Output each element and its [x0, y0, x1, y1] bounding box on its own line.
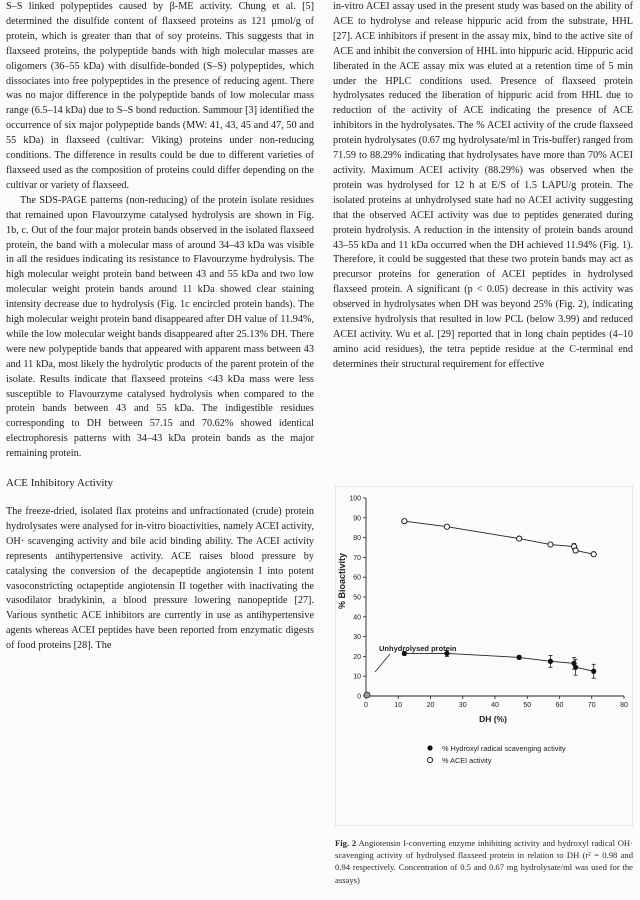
section-heading: ACE Inhibitory Activity — [6, 477, 113, 490]
y-tick-label: 10 — [353, 673, 361, 681]
x-tick-label: 80 — [620, 702, 628, 709]
right-column — [333, 0, 633, 373]
data-point-acei — [517, 536, 522, 541]
figure-2 — [335, 486, 633, 826]
caption-label: Fig. 2 — [335, 838, 357, 848]
y-tick-label: 40 — [353, 614, 361, 622]
data-point-acei — [591, 552, 596, 557]
data-point-acei — [573, 548, 578, 553]
left-column — [6, 0, 314, 654]
data-point-acei — [402, 519, 407, 524]
x-tick-label: 0 — [364, 702, 368, 709]
y-axis-label: % Bioactivity — [337, 552, 347, 610]
x-tick-label: 70 — [587, 702, 596, 709]
paragraph: S–S linked polypeptides caused by β-ME activity. Chung et al. [5] determined the disulfide content of flaxseed proteins as 121 µmol/g of protein, which is greater than that of soy proteins. This suggests that in flaxseed proteins, the polypeptide bands with high molecular masses are oligomers (36–55 kDa) with disulfide-bonded (S–S) polypeptides, which dissociates into free polypeptides in the presence of reducing agent. There was no major difference in the polypeptide bands of low molecular mass range (6.5–14 kDa) due to S–S bond reduction. Sammour [3] identified the occurrence of six major polypeptide bands (MW: 41, 43, 45 and 47, 50 and 55 kDa) in flaxseed (cultivar: Viking) proteins under non-reducing conditions. The difference in results could be due to different varieties of flaxseed used as the composition of proteins could differ depending on the cultivar or variety of flaxseed. — [6, 1, 314, 191]
x-axis-label: DH (%) — [479, 714, 507, 724]
y-tick-label: 90 — [353, 515, 361, 523]
data-point-hydroxyl — [591, 669, 596, 674]
data-point-acei — [444, 524, 449, 529]
figure-caption — [335, 837, 633, 886]
caption-text: Angiotensin I-converting enzyme inhibiting activity and hydroxyl radical OH· scavenging activity of hydrolysed flaxseed protein in relation to DH (r² = 0.98 and 0.94 respectively. Concentration of 0.5 and 0.67 mg hydrolysate/ml was used for the assays) — [335, 838, 633, 885]
paragraph: in-vitro ACEI assay used in the present study was based on the ability of ACE to hydrolyse and release hippuric acid from the substrate, HHL [27]. ACE inhibitors if present in the assay mix, bind to the active site of ACE and inhibit the conversion of HHL into hippuric acid. Hippuric acid liberated in the ACE assay mix was eluted at a retention time of 5 min under the HPLC conditions used. Presence of flaxseed protein hydrolysates reduced the liberation of hippuric acid from HHL due to reduction of the activity of ACE indicating the presence of ACE inhibitors in the hydrolysates. The % ACEI activity of the crude flaxseed protein hydrolysates (0.67 mg hydrolysate/ml in Tris-buffer) ranged from 71.59 to 88.29% indicating that hydrolysates have more than 70% ACEI activity. Maximum ACEI activity (88.29%) was observed when the protein was hydrolysed for 12 h at E/S of 1.5 LAPU/g protein. The isolated proteins at unhydrolysed state had no ACEI activity suggesting that the observed ACEI activity was due to peptides generated during protein hydrolysis. A reduction in the intensity of protein bands around 43–55 kDa and 11 kDa occurred when the DH achieved 11.94% (Fig. 1). Therefore, it could be suggested that these two protein bands may act as precursor proteins for generation of ACEI peptides in hydrolysed flaxseed protein. A significant (p < 0.05) decrease in this activity was observed in hydrolysates when DH was beyond 25% (Fig. 2), indicating extensive hydrolysis that resulted in low PCL (below 3.99) and reduced ACEI activity. Wu et al. [29] reported that in long chain peptides (4–10 amino acid residues), the tetra peptide residue at the C-terminal end determines their structural requirement for effective — [333, 1, 633, 370]
data-point-hydroxyl — [573, 665, 578, 670]
data-point-unhydrolysed — [364, 692, 370, 698]
legend-marker-hydroxyl — [427, 745, 432, 750]
x-tick-label: 40 — [491, 702, 499, 709]
y-tick-label: 60 — [353, 574, 361, 582]
y-tick-label: 30 — [353, 634, 361, 642]
legend-label-acei: % ACEI activity — [442, 756, 492, 765]
bioactivity-chart — [335, 486, 633, 826]
x-tick-label: 50 — [523, 702, 532, 709]
data-point-hydroxyl — [548, 659, 553, 664]
y-tick-label: 70 — [353, 554, 361, 562]
data-point-hydroxyl — [517, 655, 522, 660]
y-tick-label: 100 — [349, 495, 361, 503]
x-tick-label: 20 — [426, 702, 435, 709]
x-tick-label: 10 — [394, 702, 403, 709]
paragraph: The SDS-PAGE patterns (non-reducing) of the protein isolate residues that remained upon Flavourzyme catalysed hydrolysis are shown in Fig. 1b, c. Out of the four major protein bands observed in the isolated flaxseed protein, the band with a molecular mass of around 34–43 kDa was visible in all the residues indicating its resistance to Flavourzyme hydrolysis. The high molecular weight protein band between 43 and 55 kDa and two low molecular weight protein bands around 11 kDa showed clear staining intensity decrease due to hydrolysis (Fig. 1c encircled protein bands). The high molecular weight protein band disappeared after DH value of 11.94%, while the low molecular weight bands disappeared after 25.13% DH. There were new polypeptide bands that appeared with apparent mass between 43 and 11 kDa, most likely the hydrolytic products of the parent protein of the isolate. Results indicate that flaxseed proteins <43 kDa mass were less susceptible to Flavourzyme catalysed hydrolysis when compared to the protein bands between 43 and 55 kDa. The indigestible residues corresponding to DH between 57.15 and 70.62% showed identical electrophoresis patterns with 34–43 kDa protein bands as the major remaining protein. — [6, 194, 314, 460]
legend-marker-acei — [427, 757, 432, 762]
x-tick-label: 60 — [555, 702, 564, 709]
y-tick-label: 50 — [353, 594, 361, 602]
annotation-unhydrolysed: Unhydrolysed protein — [379, 644, 457, 653]
figure-frame — [335, 486, 633, 826]
data-point-acei — [548, 542, 553, 547]
legend-label-hydroxyl: % Hydroxyl radical scavenging activity — [442, 744, 566, 753]
y-tick-label: 80 — [353, 535, 361, 543]
paragraph: The freeze-dried, isolated flax proteins and unfractionated (crude) protein hydrolysates were analysed for in-vitro bioactivities, namely ACEI activity, OH· scavenging activity and bile acid binding ability. The ACEI activity represents antihypertensive activity. ACE raises blood pressure by catalysing the conversion of the decapeptide angiotensin I into potent vasoconstricting octapeptide angiotensin II together with inactivating the vasodilator bradykinin, a blood pressure lowering nanopeptide [27]. Various synthetic ACE inhibitors are currently in use as antihypertensive agents whereas ACEI peptides have been reported from enzymatic digests of food proteins [28]. The — [6, 506, 314, 652]
y-tick-label: 0 — [357, 693, 361, 701]
y-tick-label: 20 — [353, 653, 361, 661]
x-tick-label: 30 — [458, 702, 467, 709]
